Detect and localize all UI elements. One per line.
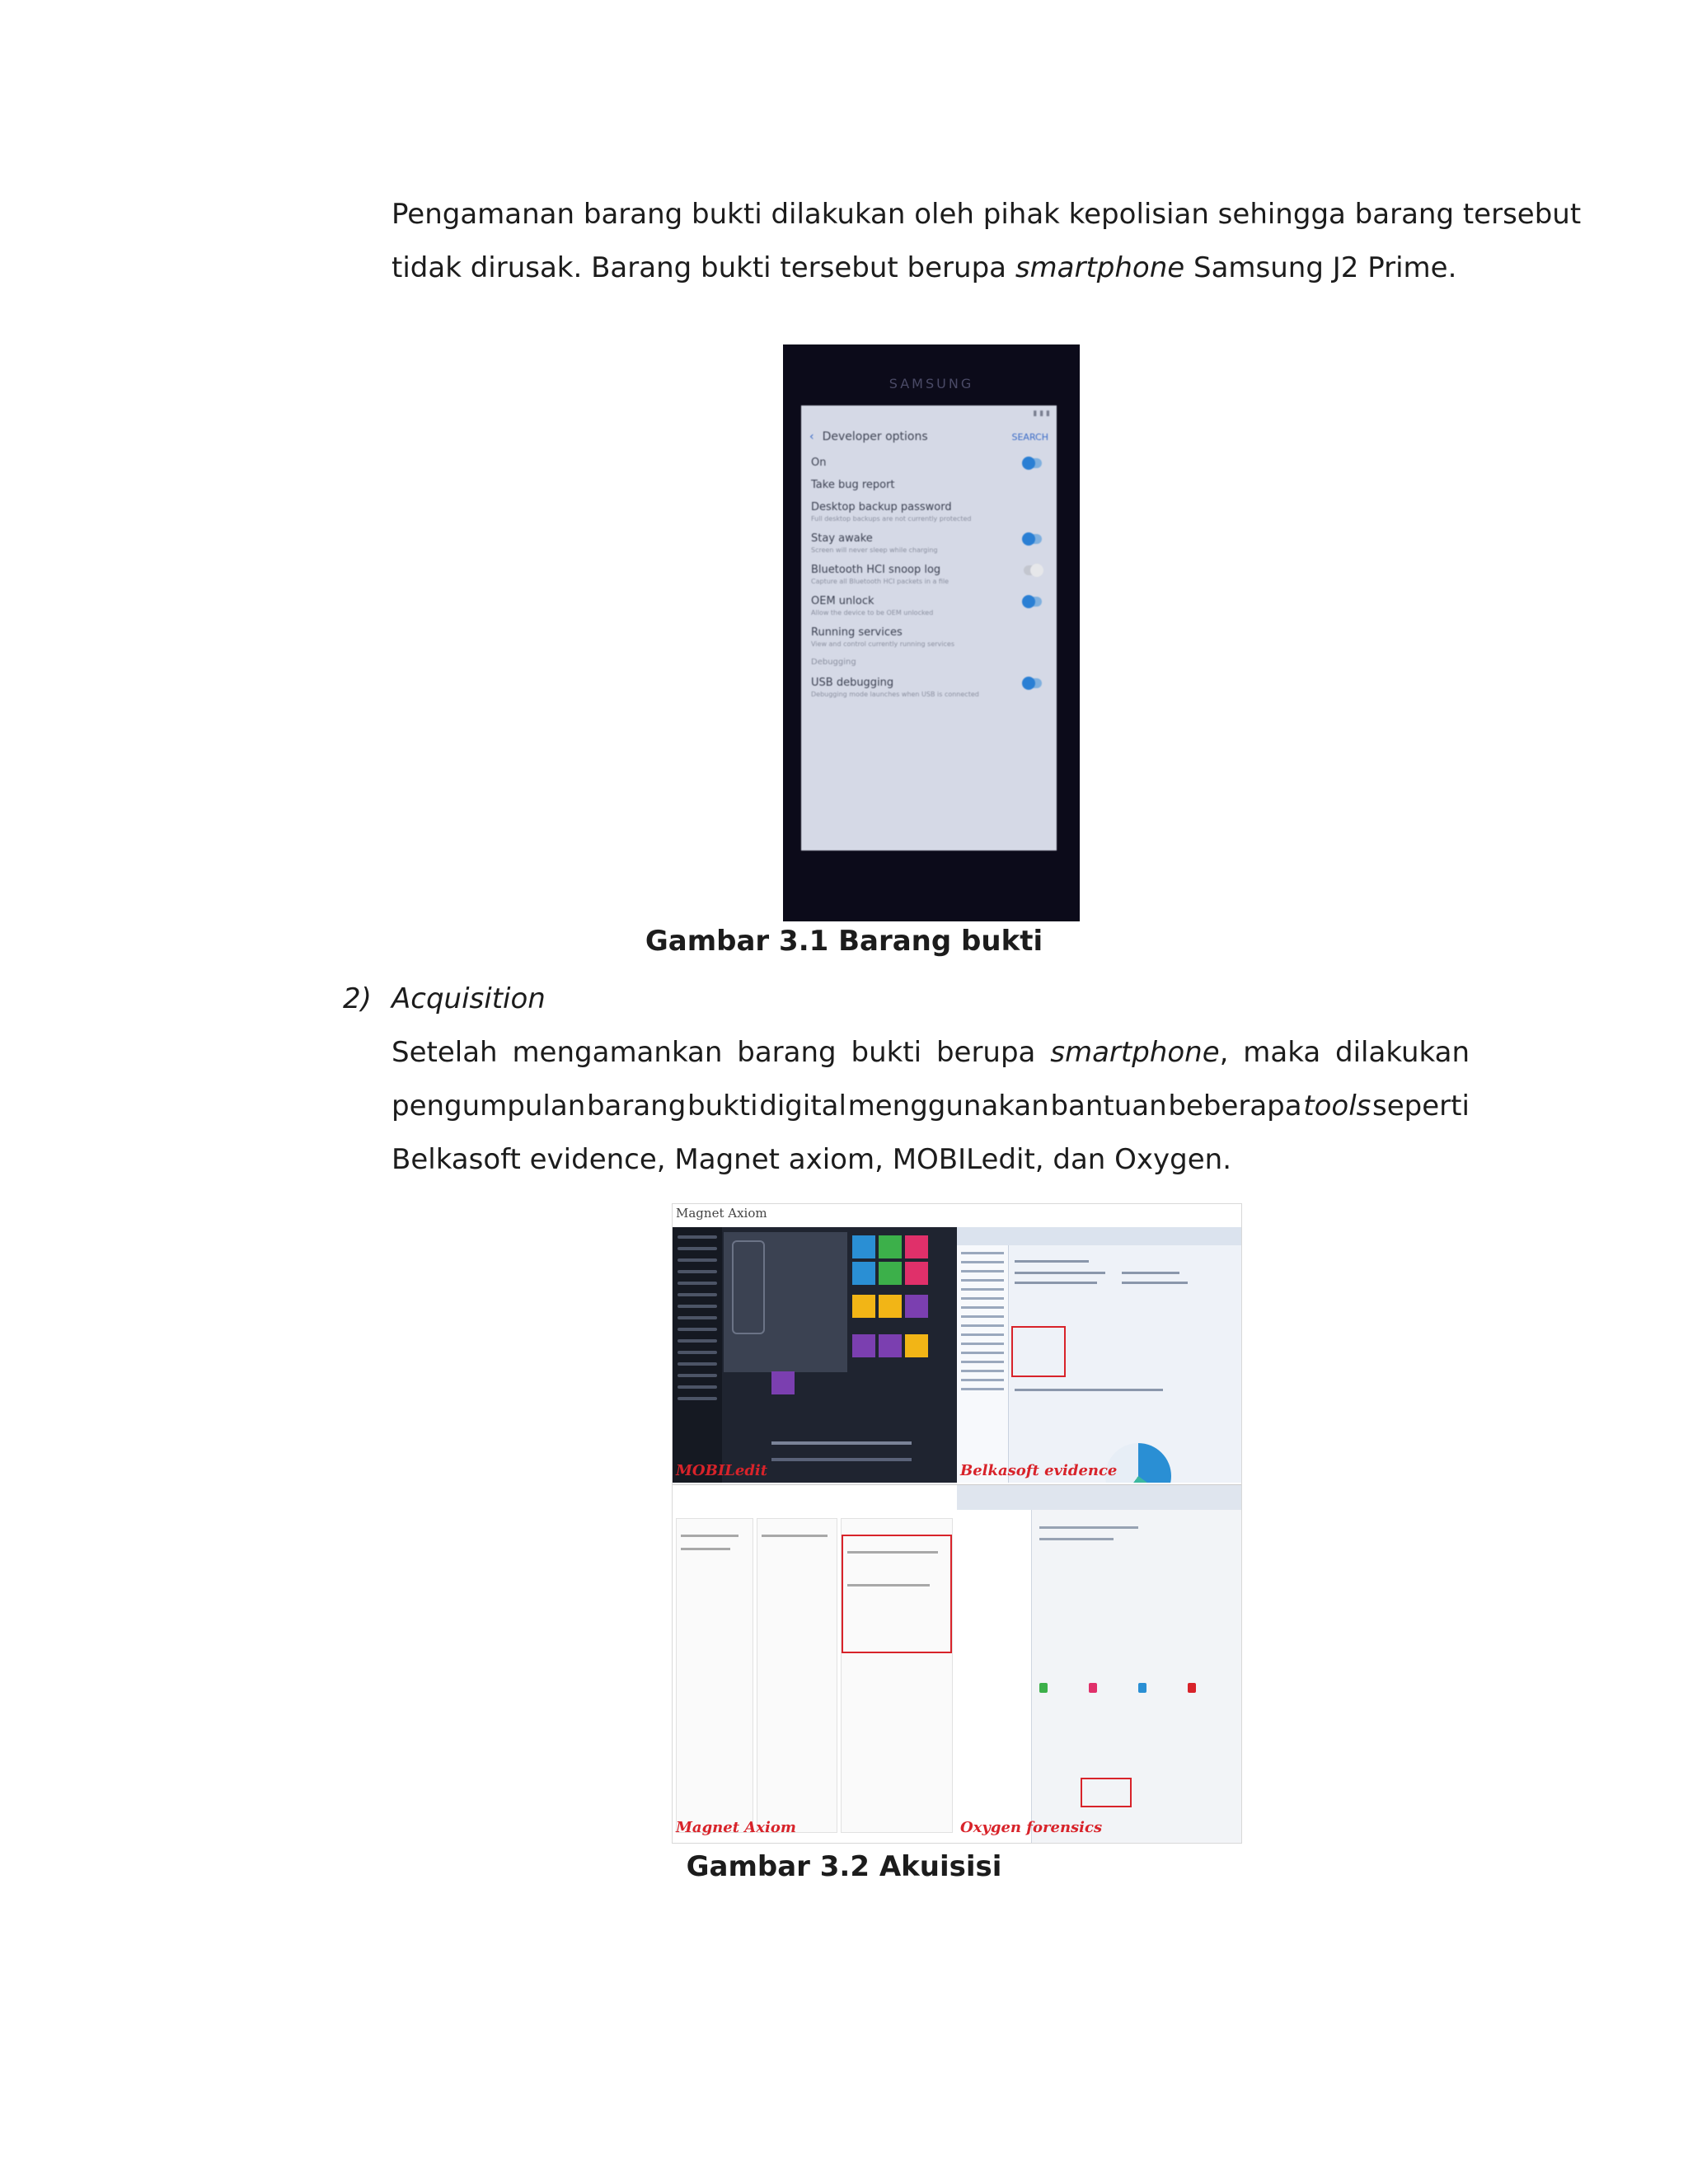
figure-phone-photo [783,344,1080,921]
tile-icon [852,1235,875,1258]
toggle-switch-icon [1024,565,1042,575]
word: pengumpulan [392,1090,586,1122]
tile-icon [879,1295,902,1318]
back-arrow-icon: ‹ [809,430,814,443]
para2-line-3: Belkasoft evidence, Magnet axiom, MOBILedit, dan Oxygen. [392,1143,1232,1176]
row-sub: Allow the device to be OEM unlocked [811,609,934,616]
settings-row [801,590,1057,621]
row-label: Bluetooth HCI snoop log [811,564,941,576]
word: smartphone [1050,1036,1220,1069]
figure-2-caption: Gambar 3.2 Akuisisi [686,1850,1002,1883]
collage-top-title: Magnet Axiom [676,1206,767,1221]
label-oxygen: Oxygen forensics [960,1819,1103,1836]
settings-row [801,496,1057,527]
word: barang [737,1036,837,1069]
mobiledit-sidebar [673,1227,722,1483]
word: maka [1243,1036,1321,1069]
settings-row [801,621,1057,653]
word: digital [759,1090,846,1122]
text-line [1015,1272,1105,1274]
row-usb-debugging [801,672,1057,703]
tile-icon [905,1295,928,1318]
para2-line-2 [392,1080,1470,1133]
word: seperti [1372,1090,1470,1122]
tile-icon [905,1235,928,1258]
settings-header [801,422,1057,452]
word: barang [586,1090,687,1122]
section-debugging: Debugging [811,658,856,667]
toggle-switch-icon [1024,458,1042,468]
row-label: On [811,457,827,469]
phone-brand: SAMSUNG [889,376,974,391]
progress-bar [771,1458,912,1461]
word: menggunakan [847,1090,1049,1122]
row-sub: Full desktop backups are not currently protected [811,515,972,523]
tile-icon [879,1262,902,1285]
word: bukti [687,1090,758,1122]
row-label: Running services [811,626,903,639]
oxygen-toolbar [957,1485,1241,1510]
tile-icon [879,1235,902,1258]
magnet-axiom-screenshot [673,1484,957,1844]
text-line [1039,1538,1114,1540]
intro-line-1: Pengamanan barang bukti dilakukan oleh pihak kepolisian sehingga barang tersebut [392,198,1582,231]
settings-row [801,527,1057,559]
oxygen-screenshot [957,1484,1241,1844]
text-line [1122,1272,1179,1274]
tile-icon [852,1295,875,1318]
text-line [1039,1526,1138,1529]
word: beberapa [1168,1090,1302,1122]
axiom-case-column [676,1518,753,1833]
list-item-acquisition [343,972,546,1026]
word: mengamankan [512,1036,723,1069]
tile-icon [771,1371,795,1394]
row-sub: Debugging mode launches when USB is connected [811,691,979,698]
figure-tools-collage [672,1203,1242,1844]
list-number: 2) [343,982,372,1015]
app-icon [1089,1683,1097,1693]
word-group [1050,1026,1228,1080]
label-mobiledit: MOBILedit [676,1462,768,1479]
settings-row [801,559,1057,590]
acquisition-paragraph [392,1026,1470,1187]
row-sub: View and control currently running services [811,640,954,648]
text-line [681,1548,730,1550]
word: bantuan [1050,1090,1167,1122]
tile-icon [852,1262,875,1285]
app-icon [1138,1683,1146,1693]
oxygen-tree [957,1510,1032,1844]
status-bar: ▮ ▮ ▮ [1033,410,1050,418]
text-line [1122,1282,1188,1284]
settings-row [801,452,1057,474]
axiom-evidence-column [757,1518,837,1833]
search-link: SEARCH [1011,431,1048,443]
settings-list [801,452,1057,653]
text-line [847,1551,938,1554]
row-label: USB debugging [811,677,894,689]
row-sub: Screen will never sleep while charging [811,546,938,554]
row-label: Stay awake [811,532,873,545]
para2-line-1 [392,1026,1470,1080]
row-label: Take bug report [811,479,895,491]
phone-screen [801,405,1057,851]
text-line [1015,1389,1163,1391]
tile-icon [905,1262,928,1285]
tile-icon [879,1334,902,1357]
comma: , [1219,1036,1229,1069]
tile-icon [905,1334,928,1357]
app-icon [1188,1683,1196,1693]
row-label: Desktop backup password [811,501,952,513]
toggle-switch-icon [1024,534,1042,544]
word: Setelah [392,1036,498,1069]
word: dilakukan [1335,1036,1470,1069]
toggle-switch-icon [1024,678,1042,688]
belkasoft-toolbar [957,1227,1241,1245]
progress-bar [771,1441,912,1445]
intro-paragraph [392,188,1582,295]
intro-line-2: tidak dirusak. Barang bukti tersebut berupa smartphone Samsung J2 Prime. [392,251,1457,284]
word: tools [1303,1090,1372,1122]
label-belkasoft: Belkasoft evidence [960,1462,1118,1479]
list-title: Acquisition [392,982,546,1015]
app-icon [1039,1683,1048,1693]
phone-outline-icon [732,1240,765,1334]
highlight-box [1081,1778,1132,1807]
row-sub: Capture all Bluetooth HCI packets in a file [811,578,950,585]
text-line [1015,1282,1097,1284]
text-line [847,1584,930,1586]
settings-row [801,474,1057,496]
row-label: OEM unlock [811,595,874,607]
text-line [681,1535,738,1537]
settings-title: Developer options [822,430,928,443]
text-line [1015,1260,1089,1263]
belkasoft-tree [957,1245,1009,1483]
tile-icon [852,1334,875,1357]
word: bukti [851,1036,922,1069]
mobiledit-screenshot [673,1227,957,1483]
toggle-switch-icon [1024,597,1042,607]
word: berupa [935,1036,1036,1069]
belkasoft-screenshot [957,1227,1241,1483]
label-magnet-axiom: Magnet Axiom [676,1819,796,1836]
figure-1-caption: Gambar 3.1 Barang bukti [645,925,1043,958]
text-line [762,1535,828,1537]
highlight-box [1011,1326,1066,1377]
